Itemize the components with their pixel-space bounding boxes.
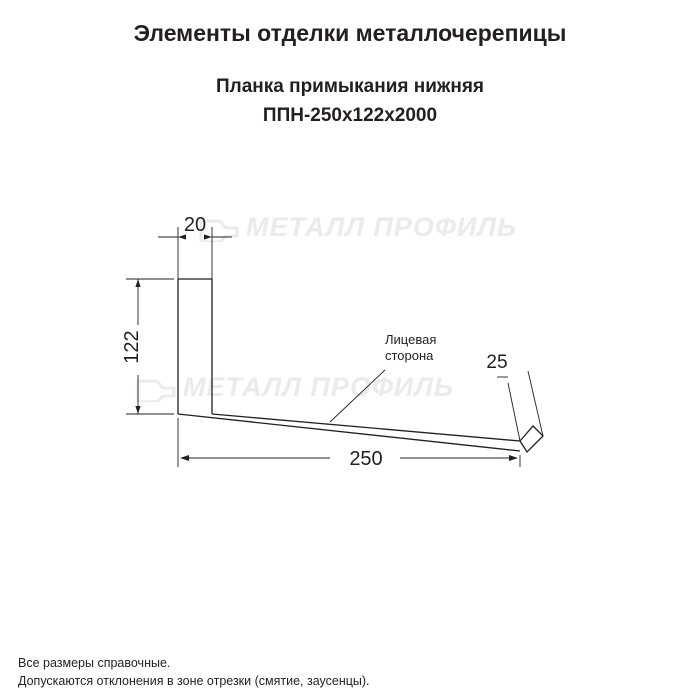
product-model: ППН-250x122x2000 — [262, 105, 438, 127]
title-block — [0, 20, 700, 128]
footnote-1: Все размеры справочные. — [18, 655, 171, 670]
face-side-leader — [330, 370, 385, 422]
dimension-250-label: 250 — [349, 448, 383, 470]
dimension-20-label: 20 — [183, 214, 207, 236]
footnote-2: Допускаются отклонения в зоне отрезки (смятие, заусенцы). — [18, 674, 370, 689]
product-name: Планка примыкания нижняя — [215, 75, 485, 97]
watermark-text-top: МЕТАЛЛ ПРОФИЛЬ — [246, 212, 517, 242]
face-side-label-line1: Лицевая — [385, 332, 437, 347]
dimension-122-label: 122 — [121, 330, 143, 364]
technical-drawing — [0, 155, 700, 535]
face-side-label-line2: сторона — [385, 348, 434, 363]
dimension-25-label: 25 — [486, 352, 508, 373]
dimension-25 — [497, 371, 543, 441]
footnotes — [18, 654, 370, 692]
watermark-text-bottom: МЕТАЛЛ ПРОФИЛЬ — [183, 372, 454, 402]
page-title: Элементы отделки металлочерепицы — [133, 20, 567, 46]
